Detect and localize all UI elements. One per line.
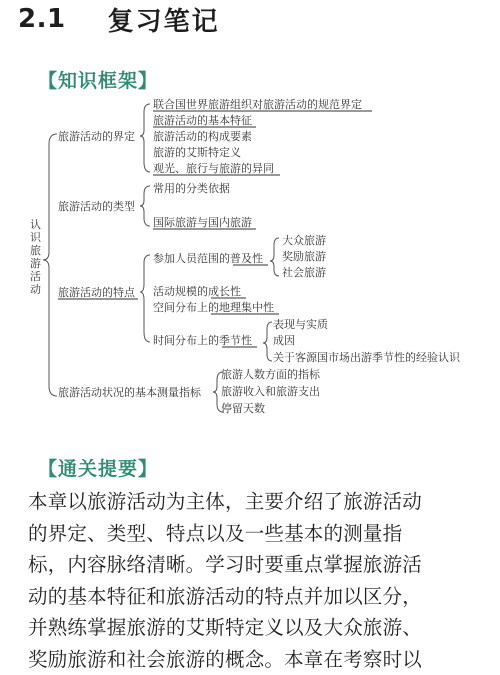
root-brace <box>43 134 57 396</box>
summary-body <box>28 486 484 675</box>
brace-characteristics <box>140 255 150 342</box>
root-char-1: 识 <box>30 231 42 244</box>
item-manifestation: 表现与实质 <box>273 317 328 331</box>
summary-line: 奖励旅游和社会旅游的概念。本章在考察时以 <box>28 644 484 675</box>
item-causes: 成因 <box>273 333 295 347</box>
item-social-tourism: 社会旅游 <box>282 265 326 279</box>
branch-label-measurement: 旅游活动状况的基本测量指标 <box>58 385 202 399</box>
brace-popularity <box>270 238 279 276</box>
brace-seasonality <box>263 322 272 361</box>
item-who-definition: 联合国世界旅游组织对旅游活动的规范界定 <box>153 97 362 111</box>
branch-label-characteristics: 旅游活动的特点 <box>58 285 136 299</box>
root-char-2: 旅 <box>30 244 41 257</box>
root-char-5: 动 <box>30 282 41 296</box>
branch-label-defining: 旅游活动的界定 <box>58 129 135 143</box>
root-char-0: 认 <box>30 217 41 231</box>
framework-heading: 【知识框架】 <box>38 66 158 93</box>
item-market-experience: 关于客源国市场出游季节性的经验认识 <box>273 350 461 364</box>
item-intl-domestic: 国际旅游与国内旅游 <box>153 215 252 229</box>
summary-line: 的界定、类型、特点以及一些基本的测量指 <box>28 518 484 550</box>
item-comparison: 观光、旅行与旅游的异同 <box>153 161 274 175</box>
section-number: 2.1 <box>18 4 66 34</box>
item-income-expense: 旅游收入和旅游支出 <box>221 384 320 398</box>
item-basic-features: 旅游活动的基本特征 <box>153 113 252 127</box>
item-seasonality: 时间分布上的季节性 <box>153 333 252 347</box>
section-title-text: 复习笔记 <box>108 1 220 38</box>
brace-types <box>140 186 150 226</box>
item-aiest-definition: 旅游的艾斯特定义 <box>153 145 241 159</box>
item-growth: 活动规模的成长性 <box>153 284 241 298</box>
root-char-3: 游 <box>30 256 41 270</box>
summary-line: 本章以旅游活动为主体，主要介绍了旅游活动 <box>28 486 484 518</box>
brace-defining <box>140 104 150 172</box>
summary-line: 并熟练掌握旅游的艾斯特定义以及大众旅游、 <box>28 612 484 644</box>
item-stay-days: 停留天数 <box>221 401 265 415</box>
item-geo-concentration: 空间分布上的地理集中性 <box>153 300 274 314</box>
item-mass-tourism: 大众旅游 <box>282 233 326 247</box>
item-classification: 常用的分类依据 <box>153 181 230 195</box>
branch-label-types: 旅游活动的类型 <box>58 199 135 213</box>
summary-line: 动的基本特征和旅游活动的特点并加以区分， <box>28 581 484 613</box>
item-elements: 旅游活动的构成要素 <box>153 129 252 143</box>
summary-heading: 【通关提要】 <box>38 454 158 481</box>
summary-line: 标，内容脉络清晰。学习时要重点掌握旅游活 <box>28 549 484 581</box>
root-char-4: 活 <box>30 270 41 283</box>
item-visitor-count: 旅游人数方面的指标 <box>221 367 321 381</box>
item-incentive-tourism: 奖励旅游 <box>282 249 326 263</box>
item-popularity: 参加人员范围的普及性 <box>153 251 263 265</box>
mindmap-root <box>30 217 42 296</box>
